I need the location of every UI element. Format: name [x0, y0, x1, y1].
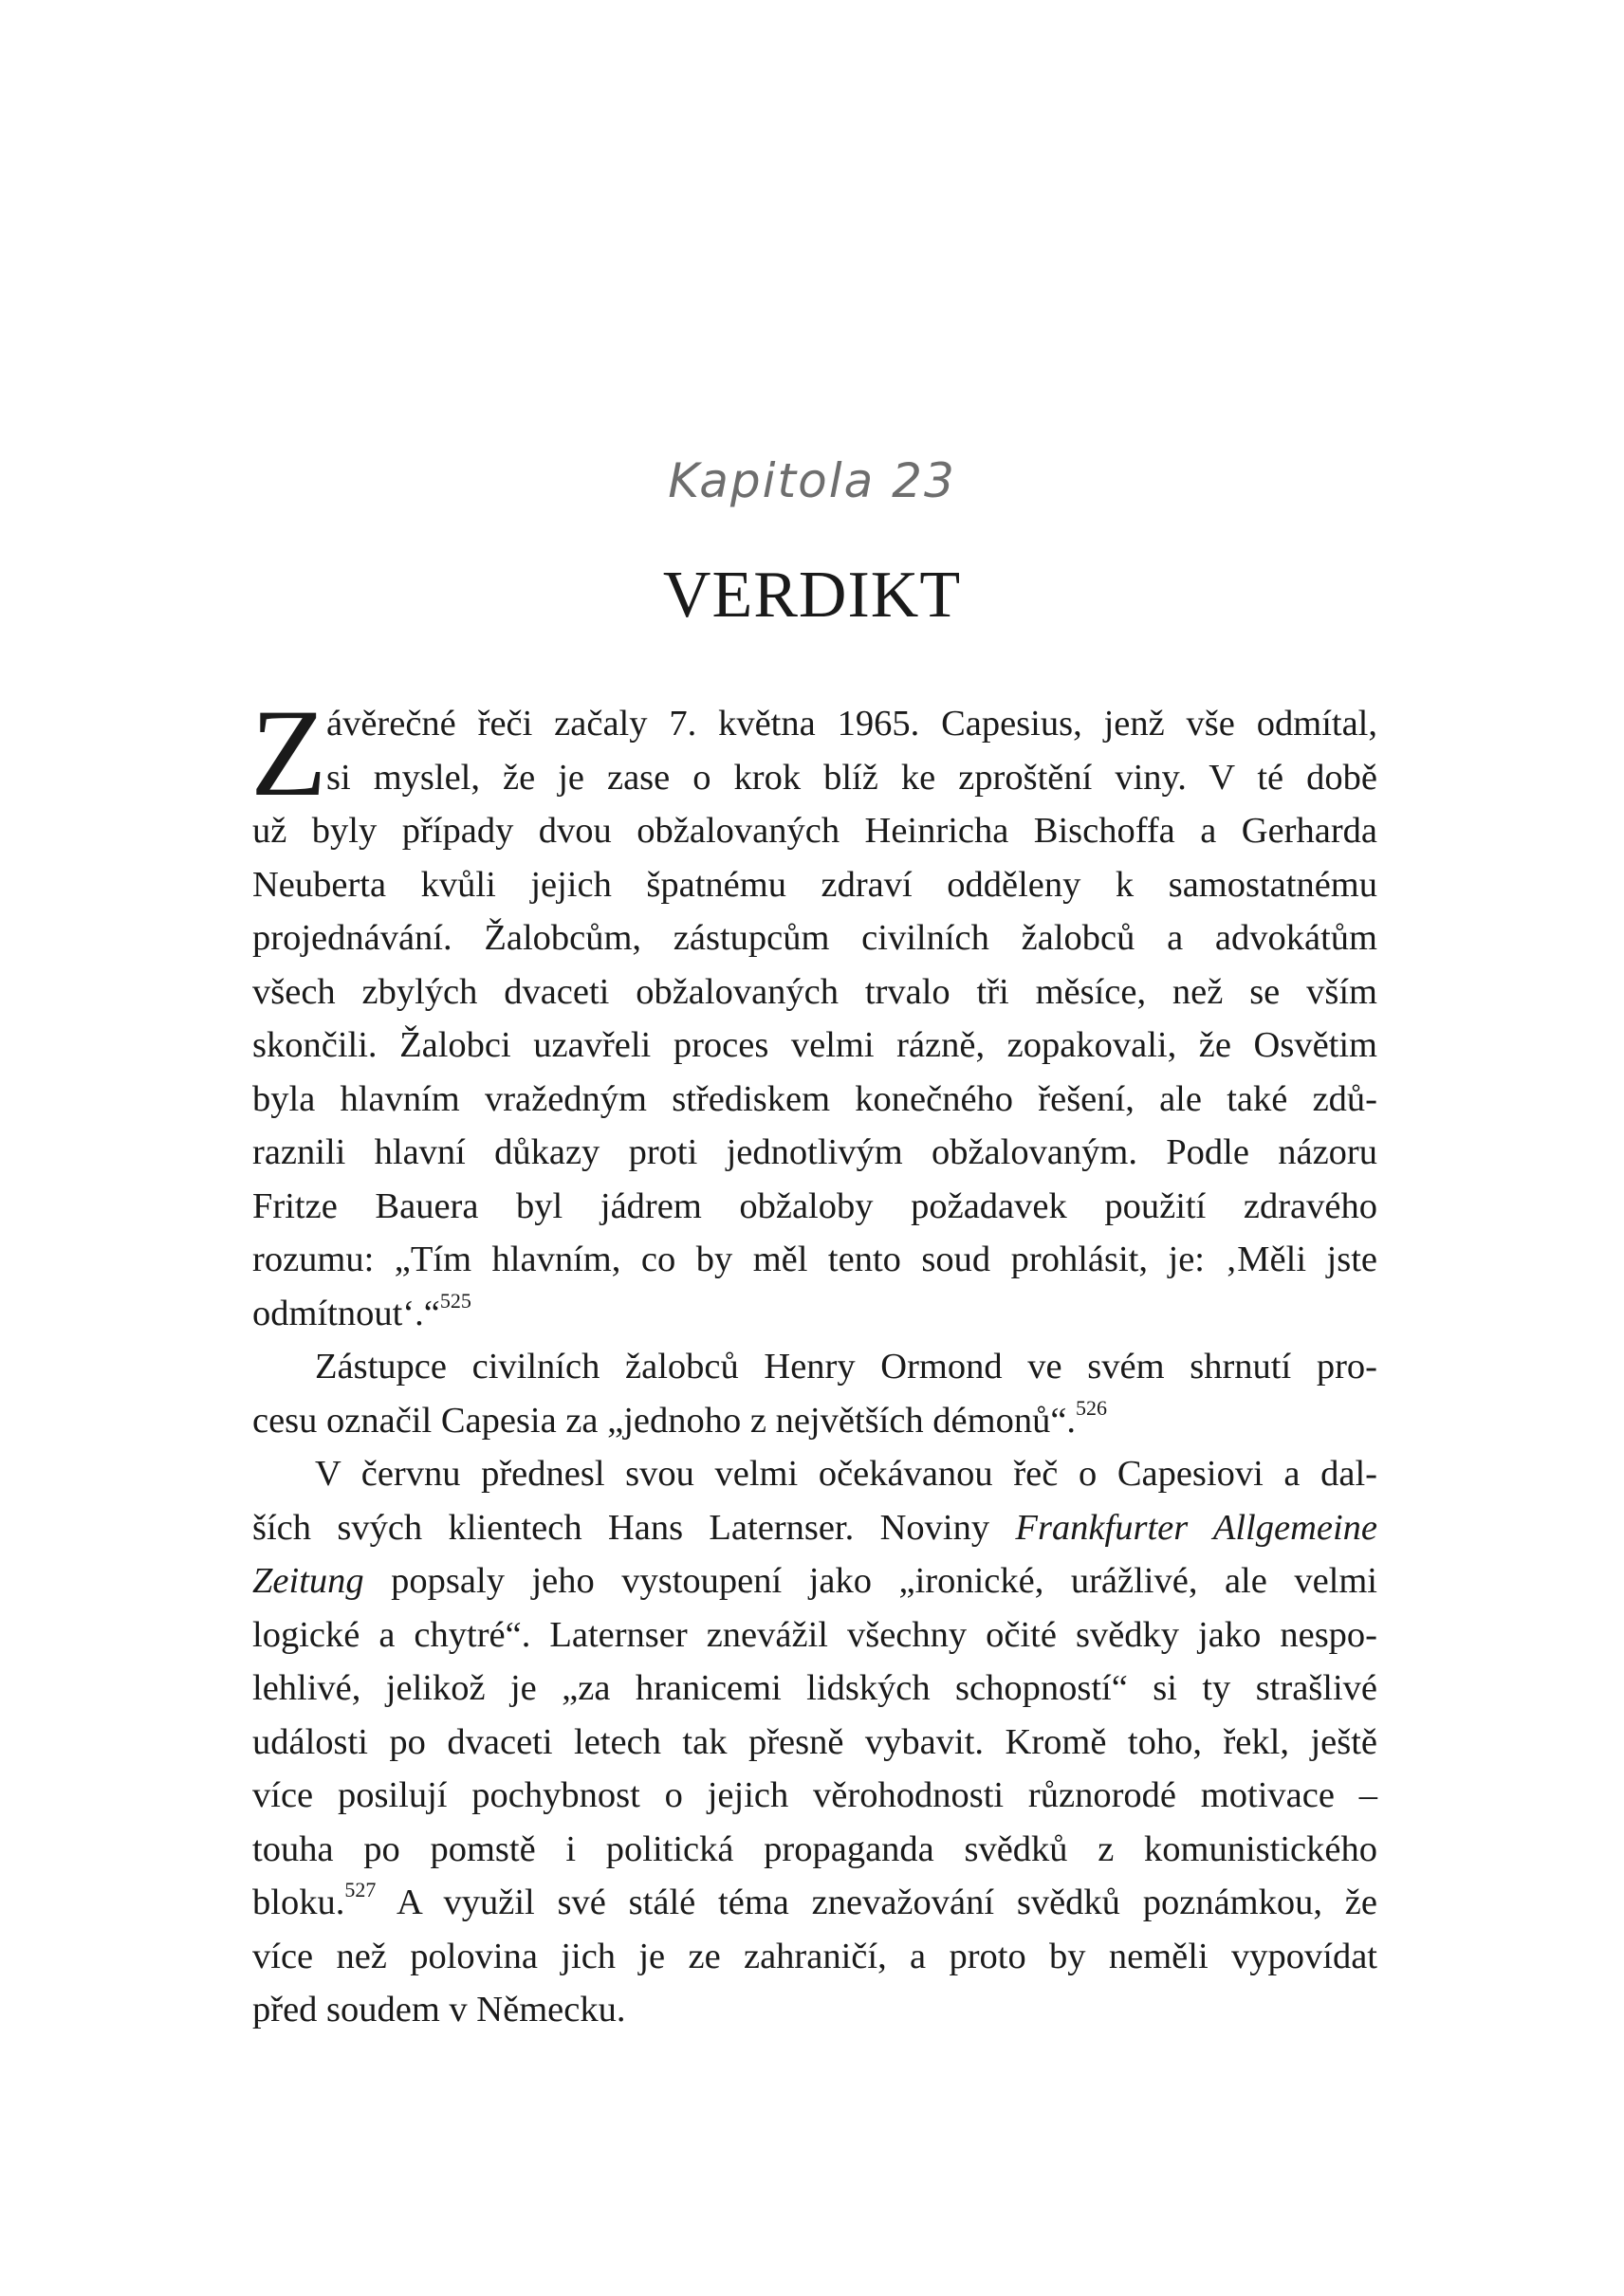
footnote-ref: 525	[439, 1288, 471, 1313]
text-line	[252, 1501, 1377, 1555]
text-line: více než polovina jich je ze zahraničí, a proto by neměli vypovídat	[252, 1936, 1377, 1976]
footnote-ref: 527	[344, 1878, 377, 1902]
text-line: události po dvaceti letech tak přesně vybavit. Kromě toho, řekl, ještě	[252, 1721, 1377, 1762]
text-fragment: odmítnout‘.“	[252, 1293, 440, 1333]
text-line	[252, 1876, 1377, 1930]
text-line: V červnu přednesl svou velmi očekávanou řeč o Capesiovi a dal-	[315, 1454, 1377, 1494]
text-line: více posilují pochybnost o jejich věrohodnosti různorodé motivace –	[252, 1775, 1377, 1815]
text-line	[252, 1394, 1377, 1448]
paragraph-3	[252, 1447, 1377, 2037]
text-fragment: ších svých klientech Hans Laternser. Noviny	[252, 1507, 990, 1548]
text-fragment: popsaly jeho vystoupení jako „ironické, urážlivé, ale velmi	[391, 1561, 1378, 1601]
text-line	[252, 1287, 1377, 1341]
text-line: všech zbylých dvaceti obžalovaných trvalo tři měsíce, než se vším	[252, 971, 1377, 1012]
text-line: rozumu: „Tím hlavním, co by měl tento soud prohlásit, je: ‚Měli jste	[252, 1240, 1377, 1279]
text-line: byla hlavním vražedným střediskem konečného řešení, ale také zdů-	[252, 1078, 1377, 1119]
text-line: Neuberta kvůli jejich špatnému zdraví odděleny k samostatnému	[252, 864, 1377, 905]
text-line: ávěrečné řeči začaly 7. května 1965. Capesius, jenž vše odmítal,	[326, 704, 1377, 744]
paragraph-2	[252, 1340, 1377, 1447]
text-line: před soudem v Německu.	[252, 1990, 626, 2030]
text-line: projednávání. Žalobcům, zástupcům civilních žalobců a advokátům	[252, 918, 1377, 958]
text-line: si myslel, že je zase o krok blíž ke zproštění viny. V té době	[326, 757, 1377, 798]
text-line: raznili hlavní důkazy proti jednotlivým obžalovaným. Podle názoru	[252, 1132, 1377, 1172]
text-line: lehlivé, jelikož je „za hranicemi lidských schopností“ si ty strašlivé	[252, 1668, 1377, 1708]
text-fragment: bloku.	[252, 1883, 345, 1922]
text-line: touha po pomstě i politická propaganda svědků z komunistického	[252, 1828, 1377, 1869]
text-fragment: A využil své stálé téma znevažování svědků poznámkou, že	[397, 1883, 1377, 1922]
text-line: Fritze Bauera byl jádrem obžaloby požadavek použití zdravého	[252, 1185, 1377, 1226]
text-line: logické a chytré“. Laternser znevážil všechny očité svědky jako nespo-	[252, 1614, 1377, 1655]
chapter-title: VERDIKT	[662, 559, 962, 632]
text-line: skončili. Žalobci uzavřeli proces velmi rázně, zopakovali, že Osvětim	[252, 1025, 1377, 1065]
chapter-label: Kapitola 23	[668, 453, 956, 508]
text-fragment: cesu označil Capesia za „jednoho z největších démonů“.	[252, 1400, 1077, 1441]
body-text	[250, 683, 1378, 2037]
text-line	[252, 1554, 1377, 1608]
paragraph-1	[250, 683, 1377, 1340]
footnote-ref: 526	[1076, 1395, 1108, 1420]
text-line: Zástupce civilních žalobců Henry Ormond ve svém shrnutí pro-	[315, 1347, 1377, 1387]
text-line: už byly případy dvou obžalovaných Heinricha Bischoffa a Gerharda	[252, 811, 1377, 851]
drop-cap: Z	[250, 683, 327, 822]
newspaper-title: Zeitung	[252, 1561, 364, 1601]
newspaper-title: Frankfurter Allgemeine	[1015, 1507, 1378, 1548]
